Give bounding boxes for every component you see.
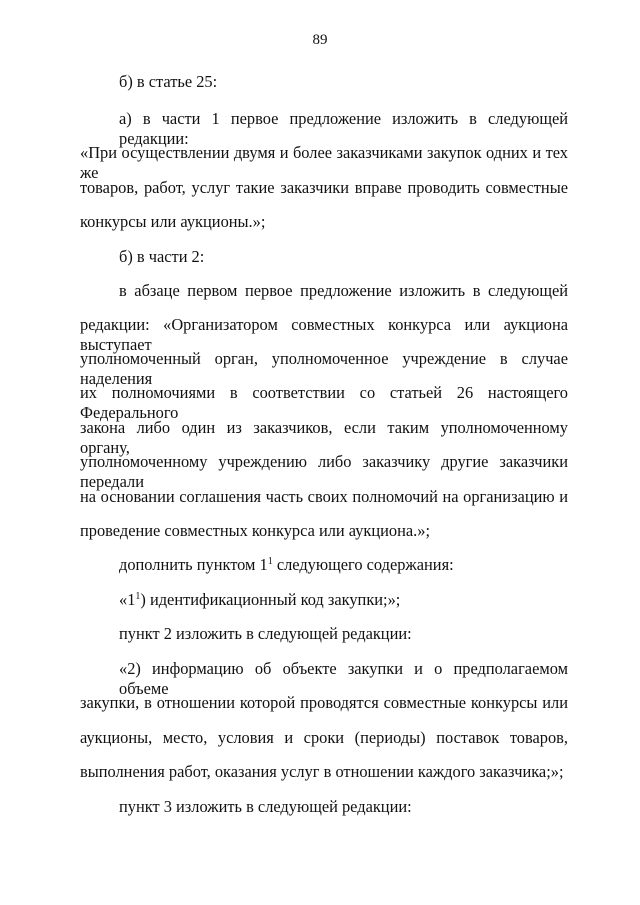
text-line: в абзаце первом первое предложение изложить в следующей [119, 281, 568, 300]
text-line: на основании соглашения часть своих полномочий на организацию и [80, 487, 568, 506]
text-line: товаров, работ, услуг такие заказчики вправе проводить совместные [80, 178, 568, 197]
text-line: б) в статье 25: [119, 72, 218, 91]
text-line: аукционы, место, условия и сроки (периоды) поставок товаров, [80, 728, 568, 747]
text-line: а) в части 1 первое предложение изложить в следующей редакции: [119, 109, 568, 148]
text-line: конкурсы или аукционы.»; [80, 212, 266, 231]
superscript: 1 [267, 556, 273, 567]
text-line: «2) информацию об объекте закупки и о предполагаемом объеме [119, 659, 568, 698]
text-line: закупки, в отношении которой проводятся совместные конкурсы или [80, 693, 568, 712]
text-line: их полномочиями в соответствии со статьей 26 настоящего Федерального [80, 383, 568, 422]
text-segment: следующего содержания: [272, 555, 454, 574]
text-line: закона либо один из заказчиков, если таким уполномоченному органу, [80, 418, 568, 457]
text-segment: дополнить пунктом 1 [119, 555, 268, 574]
text-line: проведение совместных конкурса или аукциона.»; [80, 521, 431, 540]
text-line: пункт 2 изложить в следующей редакции: [119, 624, 412, 643]
superscript: 1 [135, 591, 141, 602]
page-number: 89 [312, 32, 328, 48]
text-line: выполнения работ, оказания услуг в отношении каждого заказчика;»; [80, 762, 564, 781]
text-line [119, 590, 400, 610]
text-line: уполномоченному учреждению либо заказчику другие заказчики передали [80, 452, 568, 491]
text-line [119, 555, 454, 575]
text-segment: ) идентификационный код закупки;»; [140, 590, 401, 609]
text-segment: «1 [119, 590, 136, 609]
text-line: редакции: «Организатором совместных конкурса или аукциона выступает [80, 315, 568, 354]
text-line: уполномоченный орган, уполномоченное учреждение в случае наделения [80, 349, 568, 388]
text-line: пункт 3 изложить в следующей редакции: [119, 797, 412, 816]
text-line: «При осуществлении двумя и более заказчиками закупок одних и тех же [80, 143, 568, 182]
text-line: б) в части 2: [119, 247, 205, 266]
